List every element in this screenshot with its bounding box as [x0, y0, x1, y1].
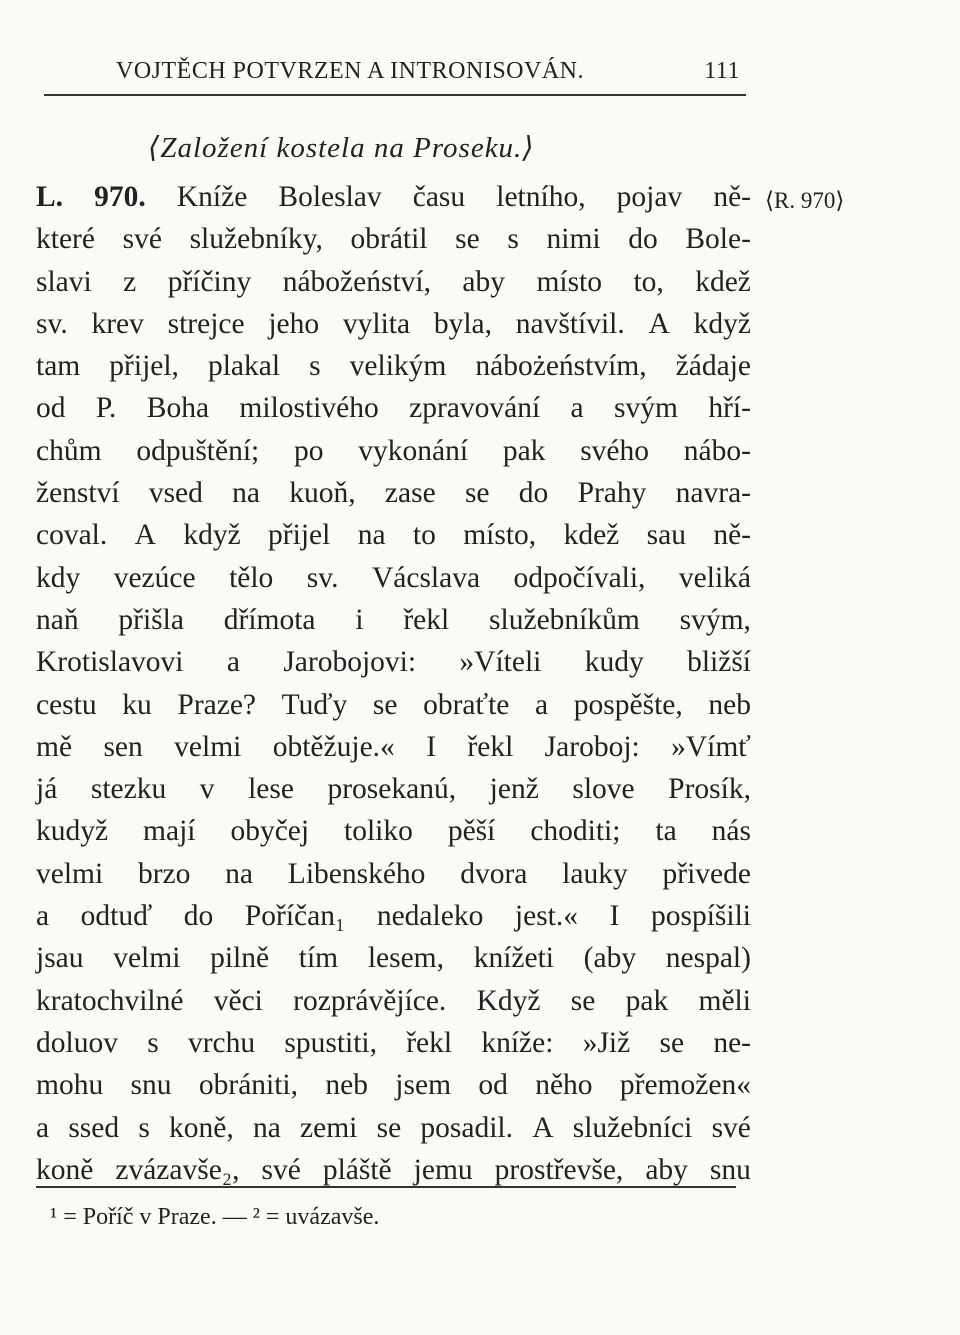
text-line: kudyž mají obyčej toliko pěší choditi; ta nás — [36, 815, 751, 848]
text-line: L. 970. Kníže Boleslav času letního, pojav ně- — [36, 181, 751, 213]
text-line: Krotislavovi a Jarobojovi: »Víteli kudy bližší — [36, 646, 751, 679]
body-text — [36, 176, 751, 1191]
text-line: jsau velmi pilně tím lesem, knížeti (aby nespal) — [36, 942, 751, 975]
text-line: které své služebníky, obrátil se s nimi do Bole- — [36, 223, 751, 256]
text-line: tam přijel, plakal s velikým nábożeństvím, žádaje — [36, 350, 751, 383]
text-line: kratochvilné věci rozprávějíce. Když se pak měli — [36, 984, 751, 1017]
margin-note: ⟨R. 970⟩ — [765, 188, 845, 213]
text-line: naň přišla dřímota i řekl služebníkům svým, — [36, 603, 751, 636]
text-line: já stezku v lese prosekanú, jenž slove Prosík, — [36, 773, 751, 806]
footnote: ¹ = Poříč v Praze. — ² = uvázavše. — [50, 1204, 380, 1230]
running-title: VOJTĚCH POTVRZEN A INTRONISOVÁN. — [116, 58, 585, 84]
text-line: od P. Boha milostivého zpravování a svým hří- — [36, 392, 751, 425]
running-head — [44, 52, 744, 92]
page-number: 111 — [704, 58, 740, 84]
text-line: mohu snu obrániti, neb jsem od něho přemožen« — [36, 1069, 751, 1102]
text-line: ženství vsed na kuoň, zase se do Prahy navra- — [36, 477, 751, 510]
text-line: cestu ku Praze? Tuďy se obraťte a pospěšte, neb — [36, 688, 751, 721]
text-line: coval. A když přijel na to místo, kdež sau ně- — [36, 519, 751, 552]
text-line: doluov s vrchu spustiti, řekl kníže: »Již se ne- — [36, 1026, 751, 1059]
text-line: a ssed s koně, na zemi se posadil. A služebníci své — [36, 1111, 751, 1144]
text-line: kdy vezúce tělo sv. Vácslava odpočívali, veliká — [36, 561, 751, 594]
text-line: velmi brzo na Libenského dvora lauky přivede — [36, 857, 751, 890]
text-line: slavi z příčiny nábožeńství, aby místo to, kdež — [36, 265, 751, 298]
footnote-rule — [36, 1186, 736, 1188]
text-line: a odtuď do Poříčan₁ nedaleko jest.« I pospíšili — [36, 900, 751, 933]
text-line: sv. krev strejce jeho vylita byla, navštívil. A když — [36, 307, 751, 340]
text-line: koně zvázavše₂, své pláště jemu prostřevše, aby snu — [36, 1153, 751, 1186]
section-title: ⟨Založení kostela na Proseku.⟩ — [148, 132, 535, 164]
text-line: mě sen velmi obtěžuje.« I řekl Jaroboj: »Vímť — [36, 730, 751, 763]
header-rule — [44, 94, 746, 96]
text-line: chům odpuštění; po vykonání pak svého nábo- — [36, 434, 751, 467]
